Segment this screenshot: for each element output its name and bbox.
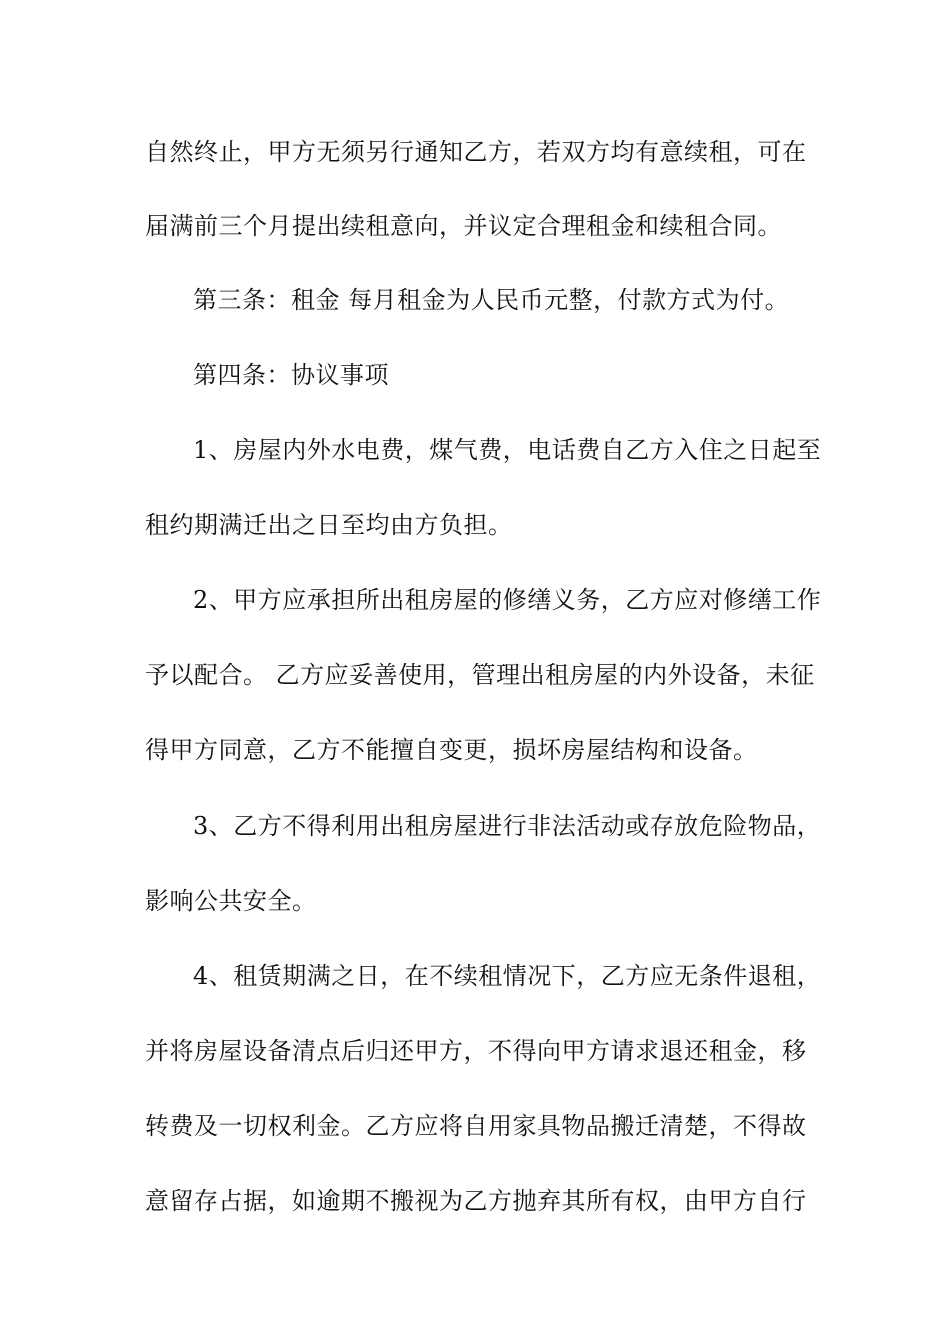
text-line: 自然终止，甲方无须另行通知乙方，若双方均有意续租，可在 — [145, 138, 807, 166]
text-line: 届满前三个月提出续租意向，并议定合理租金和续租合同。 — [145, 212, 782, 240]
article-four-heading: 第四条：协议事项 — [193, 361, 389, 389]
clause-4-line: 并将房屋设备清点后归还甲方，不得向甲方请求退还租金，移 — [145, 1037, 807, 1065]
clause-4-line: 意留存占据，如逾期不搬视为乙方抛弃其所有权，由甲方自行 — [145, 1187, 807, 1215]
clause-1-line: 租约期满迁出之日至均由方负担。 — [145, 511, 513, 539]
clause-2-line: 得甲方同意，乙方不能擅自变更，损坏房屋结构和设备。 — [145, 736, 758, 764]
clause-1-line: 1、房屋内外水电费，煤气费，电话费自乙方入住之日起至 — [193, 436, 822, 464]
clause-2-line: 予以配合。 乙方应妥善使用，管理出租房屋的内外设备，未征 — [145, 661, 815, 689]
clause-2-line: 2、甲方应承担所出租房屋的修缮义务，乙方应对修缮工作 — [193, 586, 822, 614]
clause-4-line: 转费及一切权利金。乙方应将自用家具物品搬迁清楚，不得故 — [145, 1112, 807, 1140]
article-three-heading: 第三条：租金 每月租金为人民币元整，付款方式为付。 — [193, 286, 790, 314]
clause-3-line: 3、乙方不得利用出租房屋进行非法活动或存放危险物品， — [193, 812, 822, 840]
clause-3-line: 影响公共安全。 — [145, 887, 317, 915]
clause-4-line: 4、租赁期满之日，在不续租情况下，乙方应无条件退租， — [193, 962, 822, 990]
